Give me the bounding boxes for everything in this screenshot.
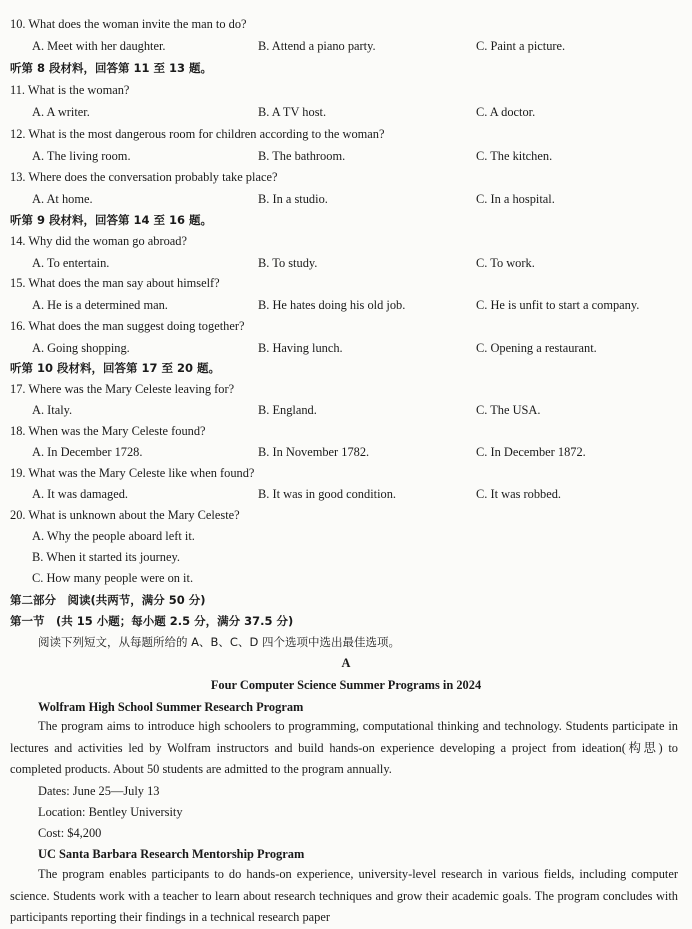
program-name: UC Santa Barbara Research Mentorship Program <box>38 847 305 861</box>
option-b: B. Having lunch. <box>258 341 343 355</box>
option-b: B. He hates doing his old job. <box>258 298 406 312</box>
instruction-text: 阅读下列短文，从每题所给的 A、B、C、D 四个选项中选出最佳选项。 <box>38 635 400 649</box>
option-a: A. Why the people aboard left it. <box>32 529 195 543</box>
question-stem: 13. Where does the conversation probably take place? <box>10 170 278 184</box>
option-b: B. England. <box>258 403 317 417</box>
program-dates: Dates: June 25—July 13 <box>38 784 160 798</box>
question-stem: 12. What is the most dangerous room for children according to the woman? <box>10 127 385 141</box>
program-name: Wolfram High School Summer Research Program <box>38 700 304 714</box>
material-heading: 听第 9 段材料，回答第 14 至 16 题。 <box>10 213 213 227</box>
option-a: A. A writer. <box>32 105 90 119</box>
option-b: B. A TV host. <box>258 105 327 119</box>
option-b: B. Attend a piano party. <box>258 39 376 53</box>
option-row <box>0 253 692 273</box>
material-heading: 听第 10 段材料，回答第 17 至 20 题。 <box>10 361 221 375</box>
question-stem: 14. Why did the woman go abroad? <box>10 234 187 248</box>
option-row <box>0 338 692 358</box>
question-stem: 17. Where was the Mary Celeste leaving for? <box>10 382 235 396</box>
option-c: C. How many people were on it. <box>32 571 194 585</box>
option-row <box>0 295 692 315</box>
option-c: C. To work. <box>476 256 535 270</box>
option-a: A. At home. <box>32 192 93 206</box>
option-a: A. He is a determined man. <box>32 298 168 312</box>
program-description: The program enables participants to do hands-on experience, university-level research in various fields, including computer science. Students work with a teacher to learn about research techniques and grow their academic goals. The program concludes with participants reporting their findings in a technical research paper <box>10 867 678 924</box>
option-a: A. Italy. <box>32 403 73 417</box>
option-b: B. In November 1782. <box>258 445 370 459</box>
option-c: C. It was robbed. <box>476 487 561 501</box>
question-stem: 10. What does the woman invite the man to do? <box>10 17 247 31</box>
section-heading: 第一节 (共 15 小题；每小题 2.5 分，满分 37.5 分) <box>10 614 294 628</box>
question-stem: 20. What is unknown about the Mary Celeste? <box>10 508 240 522</box>
option-a: A. Meet with her daughter. <box>32 39 166 53</box>
option-row <box>0 568 692 588</box>
program-cost: Cost: $4,200 <box>38 826 102 840</box>
option-c: C. He is unfit to start a company. <box>476 298 640 312</box>
option-row <box>0 526 692 546</box>
program-description: The program aims to introduce high schoolers to programming, computational thinking and technology. Students participate in lectures and activities led by Wolfram instructors and build hands-on experience developing a project from ideation(构思) to completed products. About 50 students are admitted to the program annually. <box>10 719 678 776</box>
question-stem: 16. What does the man suggest doing together? <box>10 319 245 333</box>
material-heading: 听第 8 段材料，回答第 11 至 13 题。 <box>10 61 213 75</box>
option-b: B. In a studio. <box>258 192 328 206</box>
option-row <box>0 547 692 567</box>
option-row <box>0 36 692 56</box>
option-c: C. A doctor. <box>476 105 536 119</box>
question-stem: 18. When was the Mary Celeste found? <box>10 424 206 438</box>
question-stem: 15. What does the man say about himself? <box>10 276 220 290</box>
question-stem: 11. What is the woman? <box>10 83 130 97</box>
option-row <box>0 102 692 122</box>
option-row <box>0 189 692 209</box>
option-b: B. To study. <box>258 256 318 270</box>
program-location: Location: Bentley University <box>38 805 183 819</box>
option-b: B. It was in good condition. <box>258 487 397 501</box>
option-c: C. Opening a restaurant. <box>476 341 597 355</box>
option-a: A. In December 1728. <box>32 445 143 459</box>
option-a: A. It was damaged. <box>32 487 128 501</box>
option-row <box>0 146 692 166</box>
option-row <box>0 400 692 420</box>
question-stem: 19. What was the Mary Celeste like when found? <box>10 466 255 480</box>
passage-letter: A <box>341 656 351 670</box>
option-c: C. In a hospital. <box>476 192 555 206</box>
option-b: B. The bathroom. <box>258 149 346 163</box>
option-row <box>0 484 692 504</box>
option-a: A. The living room. <box>32 149 131 163</box>
option-b: B. When it started its journey. <box>32 550 180 564</box>
option-c: C. Paint a picture. <box>476 39 566 53</box>
option-a: A. To entertain. <box>32 256 110 270</box>
option-c: C. In December 1872. <box>476 445 586 459</box>
part-heading: 第二部分 阅读(共两节，满分 50 分) <box>10 593 206 607</box>
option-c: C. The USA. <box>476 403 541 417</box>
option-a: A. Going shopping. <box>32 341 130 355</box>
option-c: C. The kitchen. <box>476 149 553 163</box>
passage-title: Four Computer Science Summer Programs in 2024 <box>210 678 482 692</box>
option-row <box>0 442 692 462</box>
